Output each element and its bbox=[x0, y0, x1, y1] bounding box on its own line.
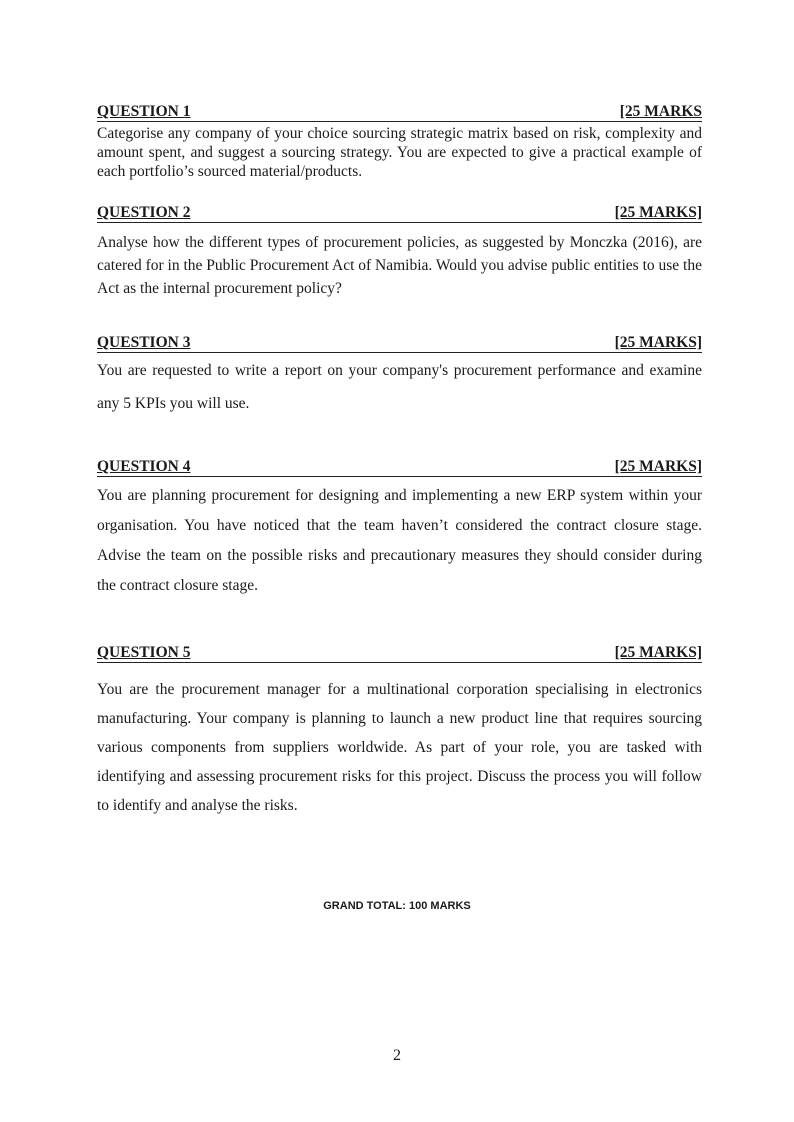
question-text: Analyse how the different types of procurement policies, as suggested by Monczka (2016), are catered for in the Public Procurement Act of Namibia. Would you advise public entities to use the Act as the internal procurement policy? bbox=[97, 234, 702, 297]
question-heading bbox=[97, 334, 702, 353]
grand-total: GRAND TOTAL: 100 MARKS bbox=[323, 900, 471, 912]
question-marks: [25 MARKS] bbox=[614, 458, 702, 475]
question-4 bbox=[97, 458, 702, 601]
question-heading bbox=[97, 644, 702, 663]
question-text: You are requested to write a report on your company's procurement performance and examine any 5 KPIs you will use. bbox=[97, 362, 702, 412]
question-heading bbox=[97, 204, 702, 223]
question-3 bbox=[97, 334, 702, 420]
page-number: 2 bbox=[393, 1047, 401, 1064]
question-marks: [25 MARKS] bbox=[614, 204, 702, 221]
question-text: Categorise any company of your choice sourcing strategic matrix based on risk, complexity and amount spent, and suggest a sourcing strategy. You are expected to give a practical example of each portfolio’s sourced material/products. bbox=[97, 125, 702, 180]
question-heading bbox=[97, 103, 702, 122]
question-2 bbox=[97, 204, 702, 300]
question-text: You are planning procurement for designing and implementing a new ERP system within your organisation. You have noticed that the team haven’t considered the contract closure stage. Advise the team on the possible risks and precautionary measures they should consider during the contract closure stage. bbox=[97, 487, 702, 594]
question-title: QUESTION 5 bbox=[97, 644, 191, 661]
question-marks: [25 MARKS] bbox=[614, 334, 702, 351]
question-title: QUESTION 1 bbox=[97, 103, 191, 120]
question-title: QUESTION 3 bbox=[97, 334, 191, 351]
question-marks: [25 MARKS] bbox=[614, 644, 702, 661]
question-5 bbox=[97, 644, 702, 820]
question-title: QUESTION 4 bbox=[97, 458, 191, 475]
question-heading bbox=[97, 458, 702, 477]
question-marks: [25 MARKS bbox=[619, 103, 702, 120]
question-text: You are the procurement manager for a multinational corporation specialising in electronics manufacturing. Your company is planning to launch a new product line that requires sourcing various components from suppliers worldwide. As part of your role, you are tasked with identifying and assessing procurement risks for this project. Discuss the process you will follow to identify and analyse the risks. bbox=[97, 681, 702, 814]
question-1 bbox=[97, 103, 702, 181]
question-title: QUESTION 2 bbox=[97, 204, 191, 221]
